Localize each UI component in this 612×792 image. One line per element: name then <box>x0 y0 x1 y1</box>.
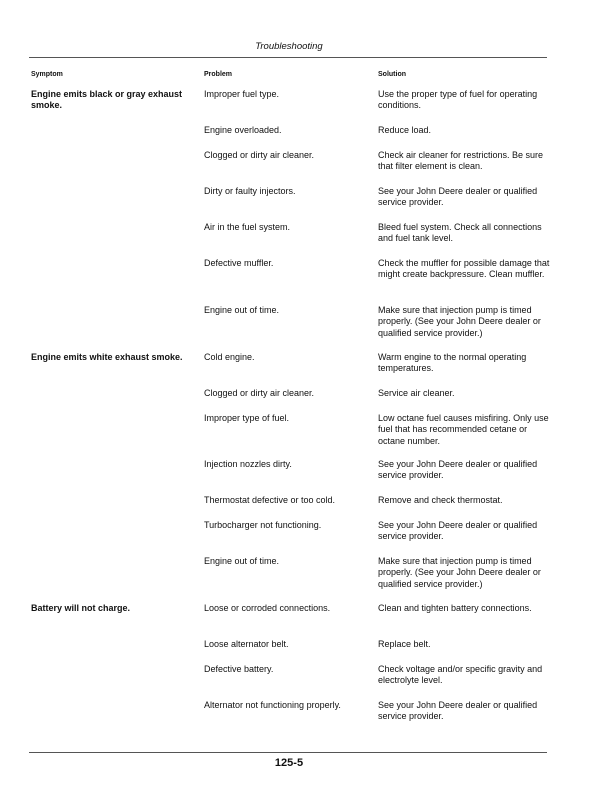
symptom-cell: Engine emits black or gray exhaust smoke. <box>31 89 183 111</box>
solution-cell: Make sure that injection pump is timed properly. (See your John Deere dealer or qualified service provider.) <box>378 305 541 338</box>
symptom-cell: Engine emits white exhaust smoke. <box>31 352 183 362</box>
problem-cell: Improper fuel type. <box>204 89 280 99</box>
solution-cell: Low octane fuel causes misfiring. Only use fuel that has recommended cetane or octane number. <box>378 413 549 446</box>
problem-cell: Air in the fuel system. <box>204 222 291 232</box>
problem-cell: Defective battery. <box>204 664 274 674</box>
problem-cell: Cold engine. <box>204 352 255 362</box>
solution-cell: See your John Deere dealer or qualified service provider. <box>378 700 538 722</box>
problem-cell: Clogged or dirty air cleaner. <box>204 388 315 398</box>
solution-cell: Check air cleaner for restrictions. Be sure that filter element is clean. <box>378 150 544 172</box>
symptom-cell: Battery will not charge. <box>31 603 131 613</box>
problem-cell: Alternator not functioning properly. <box>204 700 341 710</box>
solution-cell: Reduce load. <box>378 125 432 135</box>
problem-cell: Engine overloaded. <box>204 125 282 135</box>
problem-cell: Engine out of time. <box>204 556 280 566</box>
problem-cell: Loose alternator belt. <box>204 639 289 649</box>
solution-cell: See your John Deere dealer or qualified service provider. <box>378 520 538 542</box>
solution-cell: Warm engine to the normal operating temperatures. <box>378 352 527 374</box>
problem-cell: Dirty or faulty injectors. <box>204 186 296 196</box>
solution-cell: Check the muffler for possible damage that might create backpressure. Clean muffler. <box>378 258 550 280</box>
problem-cell: Defective muffler. <box>204 258 274 268</box>
solution-cell: Check voltage and/or specific gravity and electrolyte level. <box>378 664 543 686</box>
problem-cell: Injection nozzles dirty. <box>204 459 292 469</box>
problem-cell: Engine out of time. <box>204 305 280 315</box>
problem-cell: Improper type of fuel. <box>204 413 290 423</box>
column-header-symptom: Symptom <box>31 71 63 78</box>
solution-cell: Use the proper type of fuel for operating conditions. <box>378 89 538 111</box>
solution-cell: Replace belt. <box>378 639 431 649</box>
column-header-solution: Solution <box>378 71 406 78</box>
page-header-title: Troubleshooting <box>255 41 323 52</box>
solution-cell: Remove and check thermostat. <box>378 495 503 505</box>
solution-cell: See your John Deere dealer or qualified service provider. <box>378 459 538 481</box>
solution-cell: Bleed fuel system. Check all connections and fuel tank level. <box>378 222 542 244</box>
problem-cell: Clogged or dirty air cleaner. <box>204 150 315 160</box>
solution-cell: Make sure that injection pump is timed properly. (See your John Deere dealer or qualified service provider.) <box>378 556 541 589</box>
footer-divider <box>29 752 547 753</box>
solution-cell: See your John Deere dealer or qualified service provider. <box>378 186 538 208</box>
header-divider <box>29 57 547 58</box>
column-header-problem: Problem <box>204 71 233 78</box>
page-number: 125-5 <box>274 757 304 769</box>
solution-cell: Service air cleaner. <box>378 388 455 398</box>
problem-cell: Turbocharger not functioning. <box>204 520 322 530</box>
solution-cell: Clean and tighten battery connections. <box>378 603 532 613</box>
problem-cell: Thermostat defective or too cold. <box>204 495 336 505</box>
problem-cell: Loose or corroded connections. <box>204 603 331 613</box>
